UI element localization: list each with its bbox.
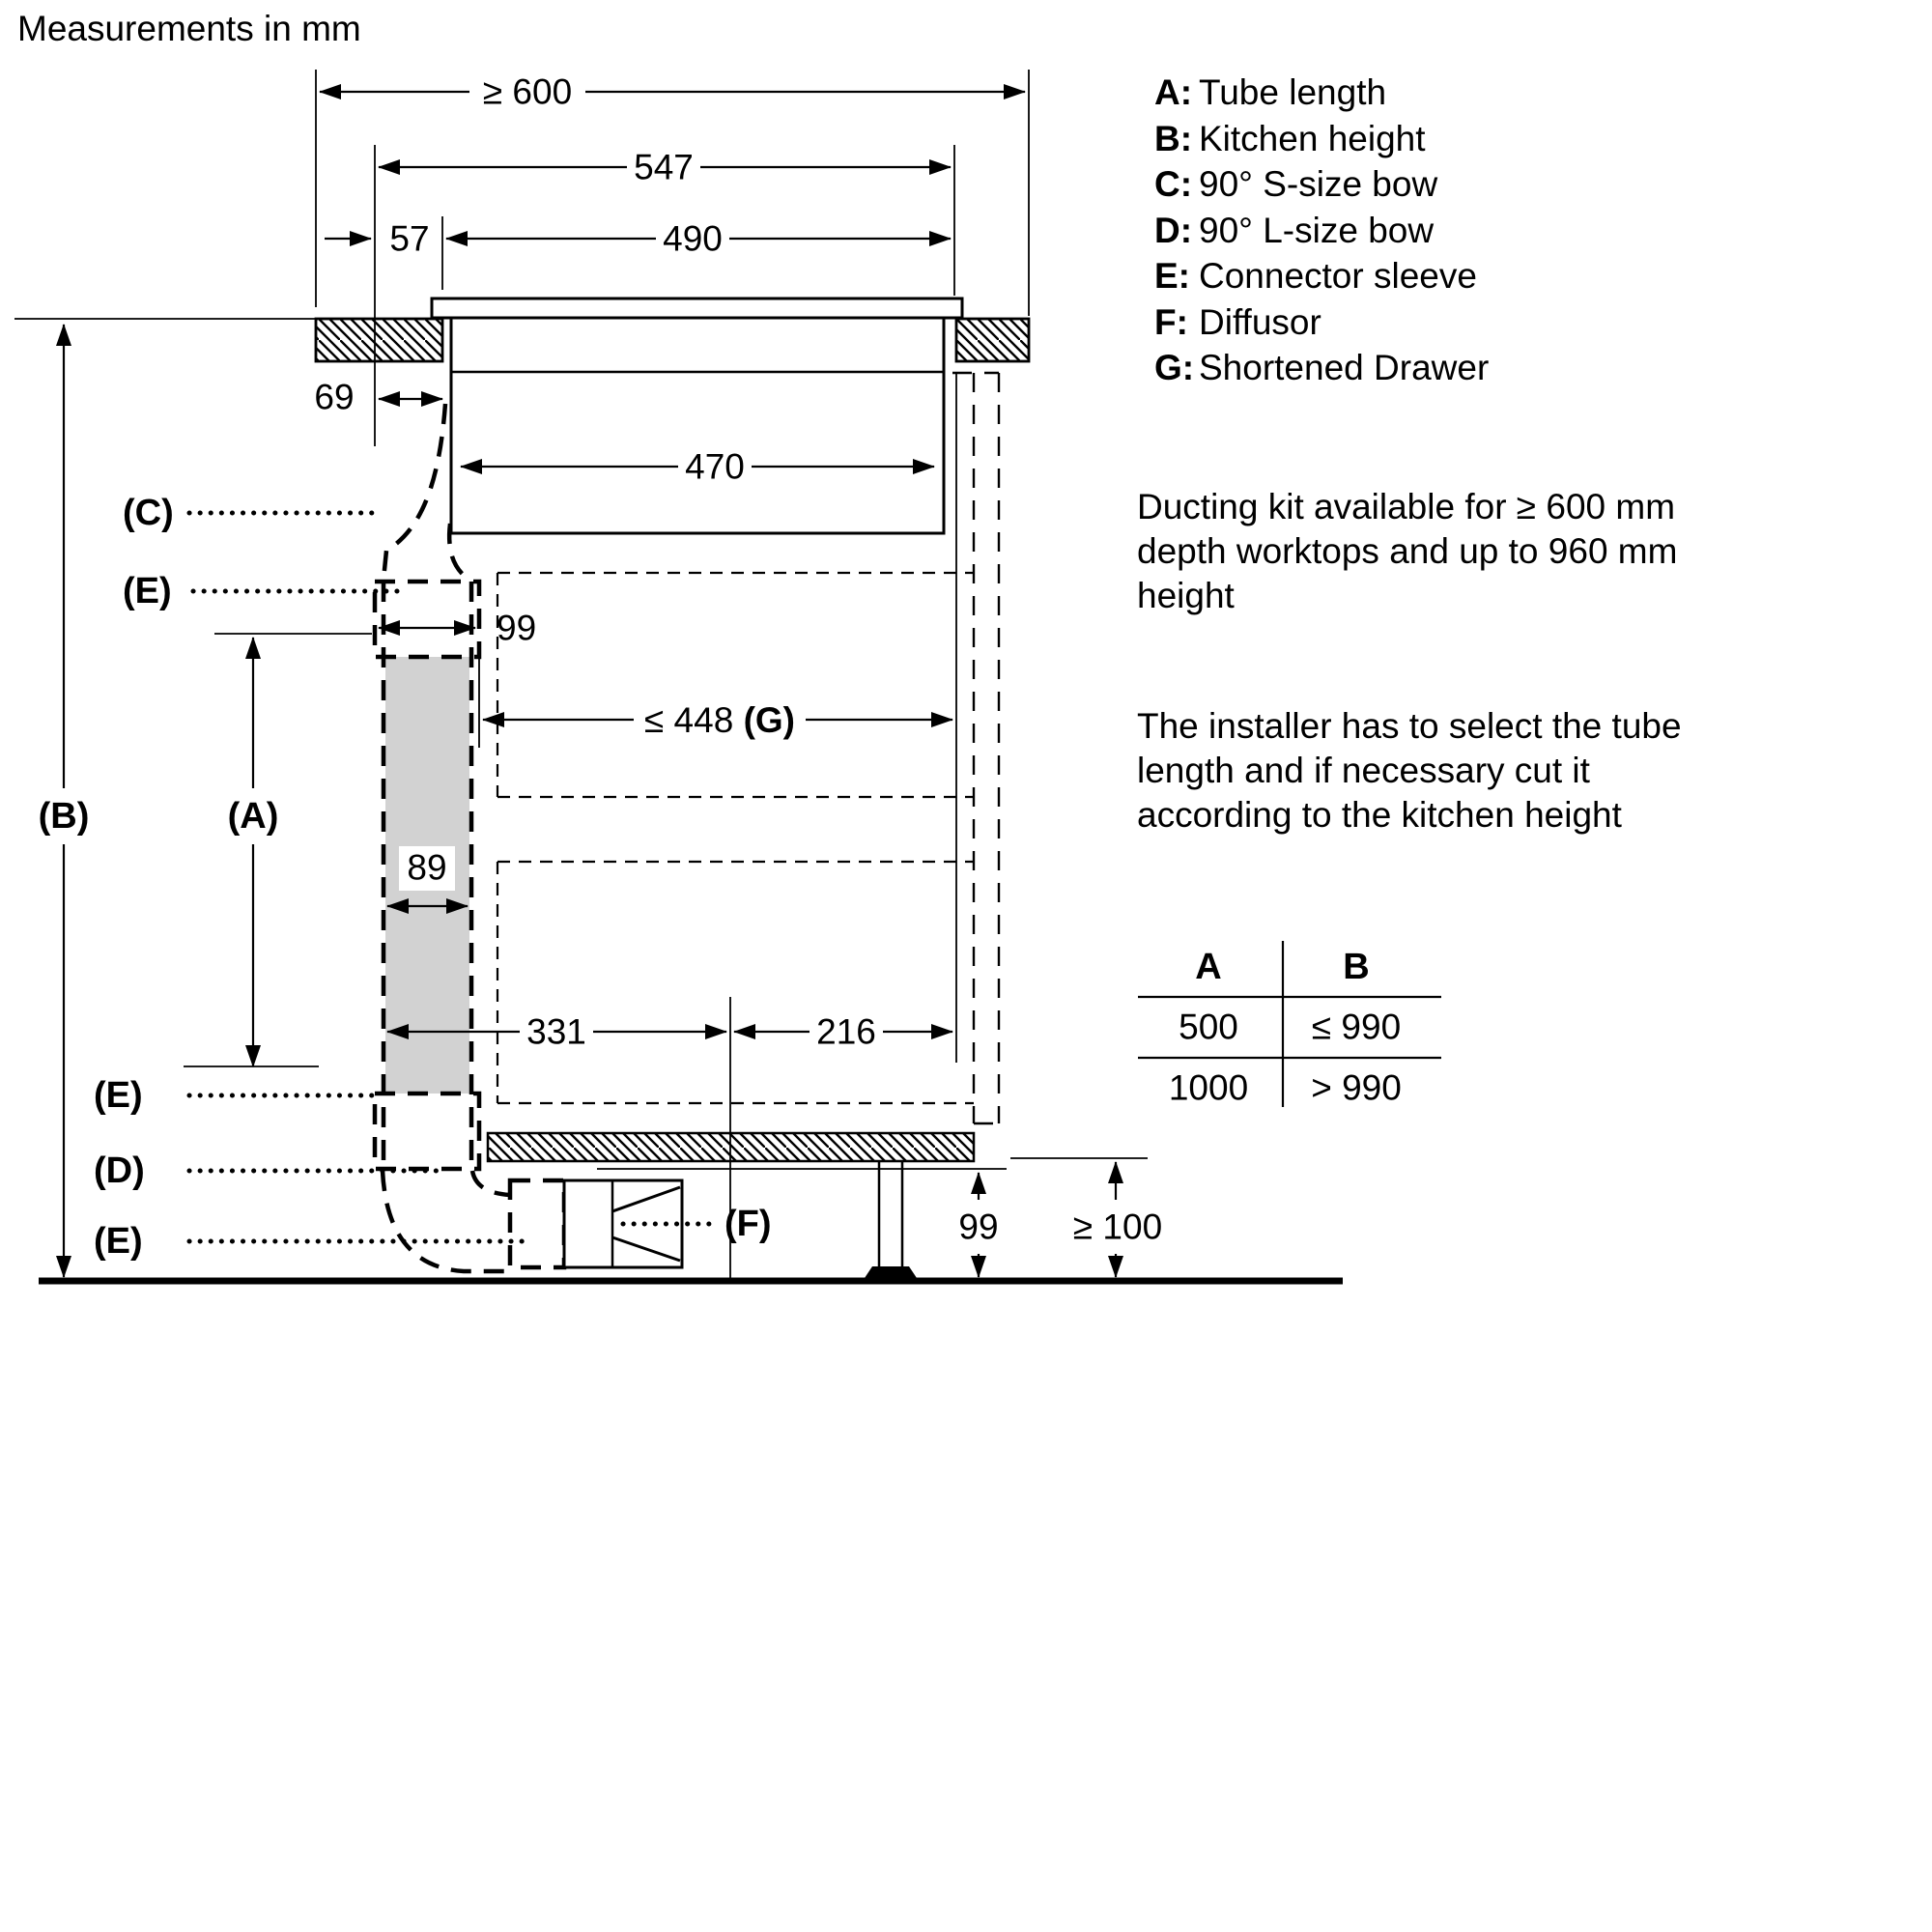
legend-key-a: A: (1154, 72, 1193, 112)
callout-e-top: (E) (123, 571, 172, 611)
dim-547: 547 (634, 147, 694, 187)
legend-label-d: 90° L-size bow (1199, 210, 1435, 250)
legend-item-e (1154, 253, 1489, 299)
callout-f: (F) (724, 1204, 772, 1244)
legend-item-g (1154, 345, 1489, 391)
connector-sleeve-top (375, 582, 479, 657)
tube-length-table (1138, 941, 1441, 1108)
legend-item-b (1154, 116, 1489, 162)
legend-key-c: C: (1154, 164, 1193, 204)
legend-key-f: F: (1154, 301, 1188, 342)
note-installer (1137, 704, 1682, 838)
table-header-a: A (1195, 947, 1222, 987)
drawer-outline-lower (497, 862, 974, 1103)
callout-c: (C) (123, 493, 174, 533)
dim-331: 331 (526, 1011, 586, 1052)
legend-key-d: D: (1154, 210, 1193, 250)
connector-sleeve-bottom (510, 1180, 564, 1267)
dim-sleeve-99: 99 (497, 608, 537, 648)
drawer-outline-upper (497, 573, 974, 797)
legend-label-a: Tube length (1199, 72, 1387, 112)
legend-item-f (1154, 299, 1489, 346)
page-title: Measurements in mm (17, 9, 361, 48)
dim-plinth-99: 99 (958, 1207, 999, 1247)
legend-item-c (1154, 161, 1489, 208)
callout-e-bottom: (E) (94, 1221, 143, 1262)
extension-lines (14, 70, 1148, 1279)
dim-worktop-depth: ≥ 600 (482, 71, 573, 112)
worktop-right (956, 319, 1029, 361)
hob-glass (432, 298, 962, 318)
dim-216: 216 (816, 1011, 876, 1052)
legend-key-b: B: (1154, 118, 1193, 158)
dim-57: 57 (389, 218, 430, 259)
cabinet-leg (863, 1161, 919, 1281)
dim-470: 470 (685, 446, 745, 487)
cabinet-right-wall (952, 373, 999, 1123)
table-header-b: B (1343, 947, 1370, 987)
legend-label-b: Kitchen height (1199, 118, 1426, 158)
dim-69: 69 (314, 377, 355, 417)
callout-e-middle: (E) (94, 1075, 143, 1116)
bow-l-size (383, 1171, 510, 1271)
legend-key-e: E: (1154, 256, 1190, 296)
note-installer-line2: length and if necessary cut it (1137, 751, 1590, 790)
note-installer-line1: The installer has to select the tube (1137, 706, 1682, 746)
worktop-left (316, 319, 442, 361)
callout-a: (A) (227, 796, 279, 837)
dim-drawer: ≤ 448 (G) (643, 699, 796, 740)
dim-clearance-100: ≥ 100 (1072, 1207, 1163, 1247)
callout-b: (B) (38, 796, 90, 837)
note-ducting-line2: depth worktops and up to 960 mm (1137, 531, 1678, 571)
note-ducting-line3: height (1137, 576, 1235, 615)
note-ducting-line1: Ducting kit available for ≥ 600 mm (1137, 487, 1676, 526)
legend-label-c: 90° S-size bow (1199, 164, 1438, 204)
connector-sleeve-middle (375, 1094, 479, 1169)
legend-label-f: Diffusor (1199, 301, 1321, 342)
legend-key-g: G: (1154, 348, 1195, 387)
dim-89: 89 (407, 847, 447, 888)
legend-label-g: Shortened Drawer (1199, 348, 1490, 387)
table-cell-b2: > 990 (1311, 1067, 1402, 1108)
legend-label-e: Connector sleeve (1199, 256, 1477, 296)
callout-d: (D) (94, 1151, 145, 1191)
legend (1154, 70, 1489, 391)
table-cell-a1: 500 (1179, 1007, 1238, 1047)
table-cell-b1: ≤ 990 (1311, 1007, 1402, 1047)
legend-item-d (1154, 208, 1489, 254)
legend-item-a (1154, 70, 1489, 116)
table-cell-a2: 1000 (1168, 1067, 1249, 1108)
hob-body (451, 318, 944, 533)
note-ducting-kit (1137, 485, 1677, 618)
dim-490: 490 (663, 218, 723, 259)
note-installer-line3: according to the kitchen height (1137, 795, 1622, 835)
